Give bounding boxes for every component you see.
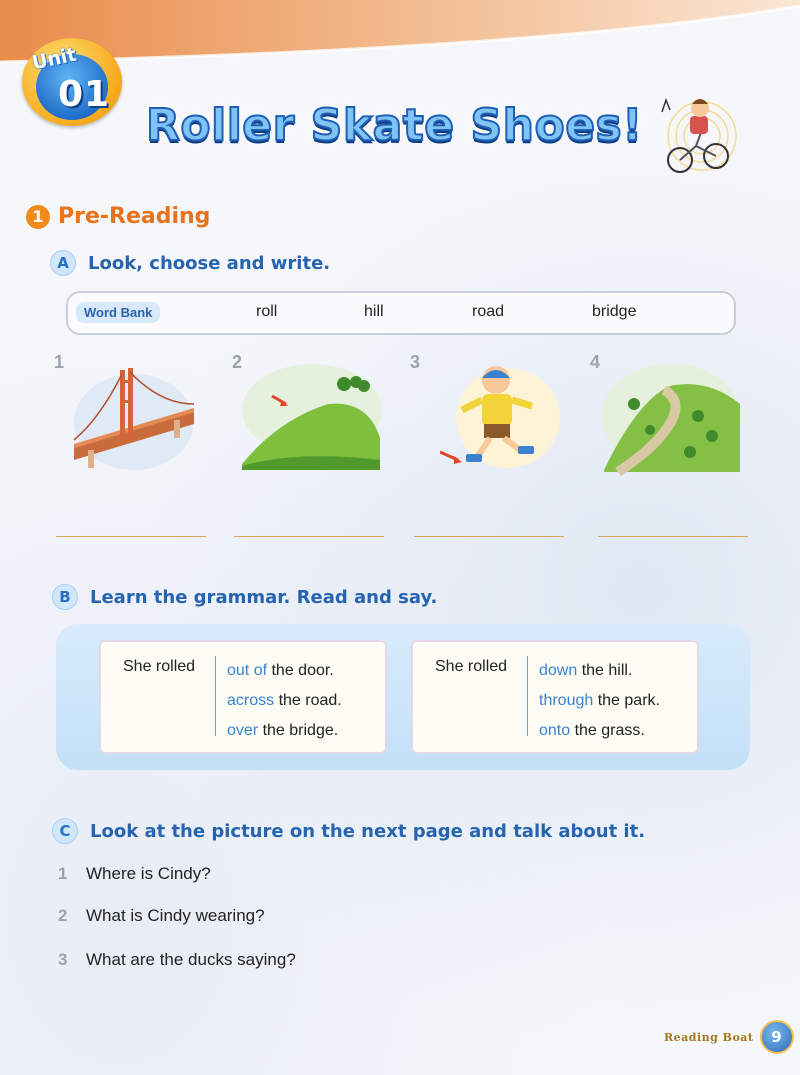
answer-line-3[interactable] [414, 536, 564, 537]
section-a-heading [50, 250, 330, 276]
word-bank-label: Word Bank [76, 302, 160, 323]
grammar-line [539, 716, 660, 746]
preposition: onto [539, 722, 571, 739]
grammar-divider [215, 656, 216, 736]
question-item [58, 864, 211, 884]
question-text: What are the ducks saying? [86, 950, 296, 969]
picture-number: 3 [410, 352, 421, 372]
question-text: What is Cindy wearing? [86, 906, 265, 925]
grammar-subject: She rolled [123, 658, 196, 675]
answer-line-2[interactable] [234, 536, 384, 537]
bridge-picture [70, 360, 196, 476]
footer-brand: Reading Boat [664, 1030, 754, 1044]
section-b-title: Learn the grammar. Read and say. [90, 586, 438, 608]
grammar-line [227, 656, 342, 686]
preposition: across [227, 692, 275, 709]
grammar-line [227, 686, 342, 716]
page-number: 9 [760, 1020, 794, 1054]
page-footer [664, 1020, 794, 1054]
section-b-letter: B [52, 584, 78, 610]
word-bank-word: roll [256, 303, 278, 320]
grammar-line-rest: the road. [274, 692, 342, 709]
grammar-line-rest: the grass. [570, 722, 645, 739]
word-bank [66, 291, 736, 335]
question-number: 1 [58, 864, 68, 883]
preposition: down [539, 662, 578, 679]
section-c-heading [52, 818, 645, 844]
unit-number: 01 [58, 74, 111, 115]
unit-label: Unit [30, 43, 79, 75]
picture-number: 2 [232, 352, 243, 372]
preposition: out of [227, 662, 268, 679]
word-bank-word: hill [364, 303, 384, 320]
grammar-line-rest: the door. [267, 662, 334, 679]
grammar-divider [527, 656, 528, 736]
preposition: through [539, 692, 594, 709]
hill-picture [238, 360, 384, 472]
boy-on-bicycle-illustration [640, 92, 740, 182]
pre-reading-number: 1 [26, 205, 50, 229]
picture-number: 4 [590, 352, 601, 372]
question-number: 3 [58, 950, 68, 969]
unit-badge [22, 38, 122, 128]
section-a-letter: A [50, 250, 76, 276]
question-item [58, 950, 296, 970]
section-c-letter: C [52, 818, 78, 844]
pre-reading-title: Pre-Reading [58, 204, 211, 229]
grammar-line-rest: the bridge. [258, 722, 339, 739]
answer-line-4[interactable] [598, 536, 748, 537]
section-c-title: Look at the picture on the next page and talk about it. [90, 820, 646, 842]
section-b-heading [52, 584, 437, 610]
question-number: 2 [58, 906, 68, 925]
grammar-lines [227, 656, 342, 746]
preposition: over [227, 722, 259, 739]
grammar-line-rest: the hill. [577, 662, 633, 679]
grammar-line [539, 656, 660, 686]
grammar-box-2 [411, 640, 699, 754]
grammar-line [227, 716, 342, 746]
grammar-line-rest: the park. [593, 692, 660, 709]
grammar-lines [539, 656, 660, 746]
answer-line-1[interactable] [56, 536, 206, 537]
road-picture [598, 360, 744, 478]
word-bank-word: bridge [592, 303, 637, 320]
skating-boy-picture [440, 360, 564, 476]
question-text: Where is Cindy? [86, 864, 211, 883]
page-title: Roller Skate Shoes! [146, 100, 643, 151]
word-bank-word: road [472, 303, 505, 320]
grammar-line [539, 686, 660, 716]
grammar-subject: She rolled [435, 658, 508, 675]
grammar-box-1 [99, 640, 387, 754]
section-a-title: Look, choose and write. [88, 252, 331, 274]
pre-reading-heading [26, 204, 210, 229]
picture-number: 1 [54, 352, 65, 372]
question-item [58, 906, 265, 926]
